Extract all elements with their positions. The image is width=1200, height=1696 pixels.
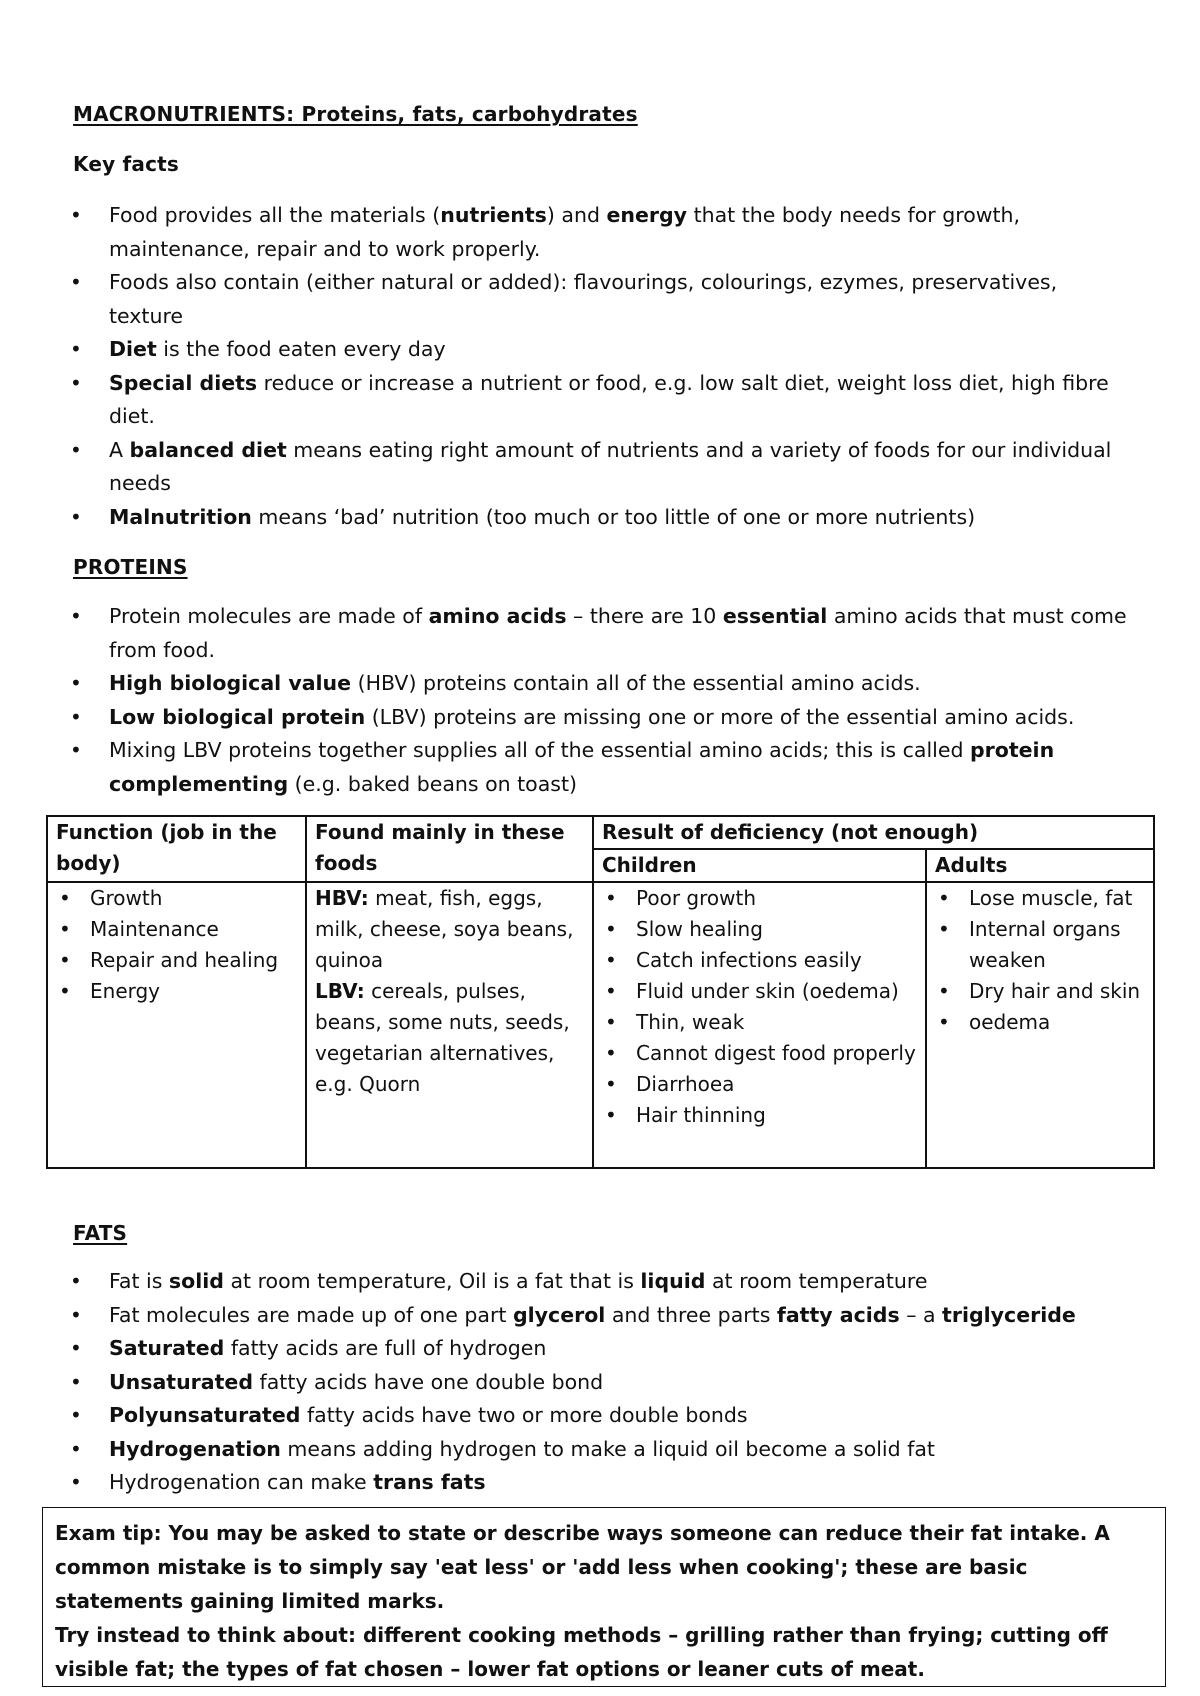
text-run: Fat molecules are made up of one part	[109, 1302, 513, 1327]
fats-heading: FATS	[73, 1221, 128, 1245]
text-run: Mixing LBV proteins together supplies all of the essential amino acids; this is called	[109, 738, 970, 762]
header-adults: Adults	[926, 849, 1154, 882]
text-run: Foods also contain (either natural or added): flavourings, colourings, ezymes, preservatives, texture	[109, 270, 1058, 328]
function-list	[56, 883, 297, 1007]
table-list-item: • Internal organs weaken	[935, 914, 1145, 976]
foods-cell	[306, 882, 593, 1168]
bold-term: liquid	[640, 1269, 706, 1293]
key-facts-list	[70, 199, 1130, 534]
bullet-item	[70, 367, 1130, 434]
bullet-item	[70, 1433, 1130, 1467]
table-list-item: • Poor growth	[602, 883, 917, 914]
children-cell	[593, 882, 926, 1168]
table-list-item: • Slow healing	[602, 914, 917, 945]
bold-term: balanced diet	[129, 437, 287, 462]
lbv-text: cereals, pulses, beans, some nuts, seeds, vegetarian alternatives, e.g. Quorn	[315, 979, 570, 1096]
bold-term: triglyceride	[942, 1302, 1076, 1327]
text-run: is the food eaten every day	[156, 337, 446, 361]
hbv-text: meat, fish, eggs, milk, cheese, soya beans, quinoa	[315, 886, 574, 972]
bullet-item	[70, 501, 1130, 535]
text-run: Protein molecules are made of	[109, 604, 429, 628]
proteins-list	[70, 600, 1130, 801]
bold-term: Polyunsaturated	[109, 1403, 301, 1427]
exam-tip-box	[42, 1507, 1166, 1687]
table-list-item: • Energy	[56, 976, 297, 1007]
text-run: and three parts	[605, 1302, 777, 1327]
lbv-label: LBV:	[315, 979, 365, 1003]
bullet-item	[70, 1366, 1130, 1400]
text-run: means adding hydrogen to make a liquid oil become a solid fat	[280, 1436, 935, 1461]
header-foods: Found mainly in these foods	[306, 816, 593, 882]
bold-term: Diet	[109, 337, 157, 361]
bold-term: Saturated	[109, 1336, 225, 1360]
text-run: that the body needs for growth, maintenance, repair and to work properly.	[109, 203, 1021, 261]
page-title: MACRONUTRIENTS: Proteins, fats, carbohydrates	[73, 102, 638, 126]
table-list-item: • Growth	[56, 883, 297, 914]
bullet-item	[70, 1332, 1130, 1366]
text-run: – a	[899, 1302, 943, 1327]
bullet-item	[70, 701, 1130, 735]
bold-term: fatty acids	[776, 1302, 900, 1327]
bold-term: trans fats	[373, 1470, 486, 1494]
bullet-item	[70, 600, 1130, 667]
protein-table	[46, 815, 1155, 1169]
text-run: amino acids that must come from food.	[109, 604, 1127, 662]
table-list-item: • Catch infections easily	[602, 945, 917, 976]
text-run: fatty acids have one double bond	[253, 1369, 604, 1394]
text-run: – there are 10	[566, 604, 723, 628]
exam-tip-paragraph-1: Exam tip: You may be asked to state or describe ways someone can reduce their fat intake. A common mistake is to simply say 'eat less' or 'add less when cooking'; these are basic statements gaining limited marks.	[55, 1521, 1110, 1613]
bullet-item	[70, 199, 1130, 266]
adults-list	[935, 883, 1145, 1038]
function-cell	[47, 882, 306, 1168]
bold-term: nutrients	[440, 203, 547, 227]
text-run: Food provides all the materials (	[109, 203, 441, 227]
bullet-item	[70, 266, 1130, 333]
bold-term: essential	[722, 604, 828, 628]
text-run: at room temperature	[705, 1269, 928, 1293]
text-run: Fat is	[109, 1269, 169, 1293]
header-children: Children	[593, 849, 926, 882]
text-run: means eating right amount of nutrients and a variety of foods for our individual needs	[109, 437, 1112, 495]
bullet-item	[70, 1299, 1130, 1333]
text-run: Hydrogenation can make	[109, 1470, 374, 1494]
text-run: (LBV) proteins are missing one or more of the essential amino acids.	[365, 704, 1075, 729]
bold-term: glycerol	[512, 1302, 606, 1327]
fats-list	[70, 1265, 1130, 1500]
table-list-item: • Thin, weak	[602, 1007, 917, 1038]
text-run: fatty acids are full of hydrogen	[224, 1336, 547, 1360]
text-run: A	[109, 437, 130, 462]
text-run: means ‘bad’ nutrition (too much or too little of one or more nutrients)	[251, 504, 976, 529]
table-list-item: • Dry hair and skin	[935, 976, 1145, 1007]
table-list-item: • Maintenance	[56, 914, 297, 945]
bullet-item	[70, 1466, 1130, 1500]
bullet-item	[70, 667, 1130, 701]
bold-term: Unsaturated	[109, 1369, 253, 1394]
text-run: at room temperature, Oil is a fat that is	[223, 1269, 641, 1293]
table-list-item: • Repair and healing	[56, 945, 297, 976]
bullet-item	[70, 1399, 1130, 1433]
bold-term: protein complementing	[109, 738, 1055, 796]
header-deficiency: Result of deficiency (not enough)	[593, 816, 1154, 849]
text-run: reduce or increase a nutrient or food, e.g. low salt diet, weight loss diet, high fibre diet.	[109, 370, 1109, 428]
bullet-item	[70, 734, 1130, 801]
bullet-item	[70, 1265, 1130, 1299]
bold-term: High biological value	[109, 671, 352, 695]
adults-cell	[926, 882, 1154, 1168]
bold-term: Special diets	[109, 370, 258, 395]
bold-term: energy	[606, 203, 688, 227]
bold-term: Malnutrition	[109, 504, 252, 529]
exam-tip-paragraph-2: Try instead to think about: different cooking methods – grilling rather than frying; cutting off visible fat; the types of fat chosen – lower fat options or leaner cuts of meat.	[55, 1623, 1108, 1681]
key-facts-heading: Key facts	[73, 152, 180, 176]
table-list-item: • Lose muscle, fat	[935, 883, 1145, 914]
text-run: (e.g. baked beans on toast)	[288, 771, 577, 796]
text-run: (HBV) proteins contain all of the essential amino acids.	[351, 671, 921, 695]
bold-term: Hydrogenation	[109, 1436, 281, 1461]
table-list-item: • Diarrhoea	[602, 1069, 917, 1100]
table-list-item: • oedema	[935, 1007, 1145, 1038]
bold-term: Low biological protein	[109, 704, 366, 729]
bold-term: amino acids	[428, 604, 567, 628]
text-run: fatty acids have two or more double bonds	[300, 1403, 748, 1427]
text-run: ) and	[546, 203, 607, 227]
table-list-item: • Fluid under skin (oedema)	[602, 976, 917, 1007]
bullet-item	[70, 434, 1130, 501]
proteins-heading: PROTEINS	[73, 555, 188, 579]
table-list-item: • Hair thinning	[602, 1100, 917, 1131]
bullet-item	[70, 333, 1130, 367]
header-function: Function (job in the body)	[47, 816, 306, 882]
children-list	[602, 883, 917, 1131]
table-list-item: • Cannot digest food properly	[602, 1038, 917, 1069]
hbv-label: HBV:	[315, 886, 369, 910]
bold-term: solid	[168, 1269, 224, 1293]
